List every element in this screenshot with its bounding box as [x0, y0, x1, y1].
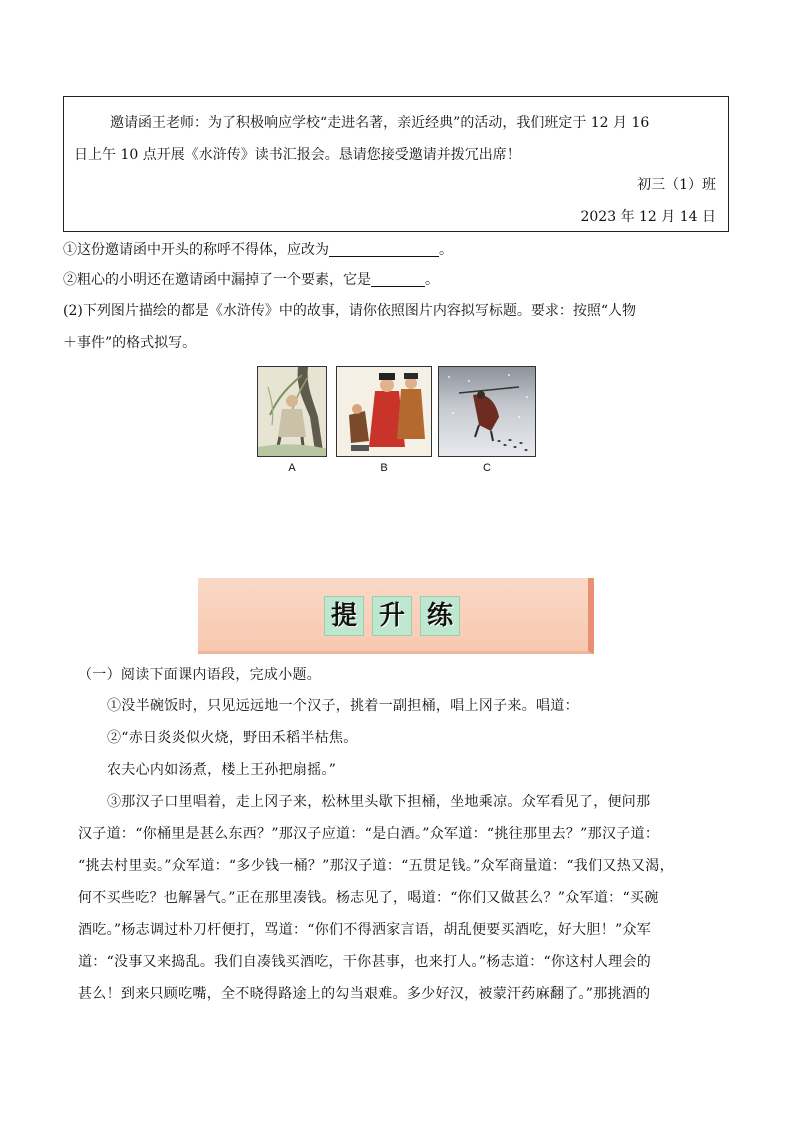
paragraph-line-5: 汉子道：“你桶里是甚么东西？”那汉子应道：“是白酒。”众军道：“挑往那里去？”那汉子道： [78, 826, 660, 842]
paragraph-line-7: 何不买些吃？也解暑气。”正在那里凑钱。杨志见了，喝道：“你们又做甚么？”众军道：“买碗 [78, 890, 659, 906]
paragraph-line-8: 酒吃。”杨志调过朴刀杆便打，骂道：“你们不得洒家言语，胡乱便要买酒吃，好大胆！”众军 [78, 922, 652, 938]
answer-blank-2[interactable] [371, 270, 425, 287]
banner-char-2: 升 [372, 596, 412, 636]
paragraph-line-9: 道：“没事又来捣乱。我们自凑钱买酒吃，干你甚事，也来打人。”杨志道：“你这村人理会的 [78, 954, 652, 970]
question-2-line-2: ＋事件”的格式拟写。 [63, 335, 197, 351]
question-2-line-1: (2)下列图片描绘的都是《水浒传》中的故事，请你依照图片内容拟写标题。要求：按照“人物 [63, 303, 636, 319]
banner-char-1: 提 [324, 596, 364, 636]
question-1-item-1 [63, 236, 453, 264]
paragraph-line-6: “挑去村里卖。”众军道：“多少钱一桶？”那汉子道：“五贯足钱。”众军商量道：“我们又热又渴， [78, 858, 674, 874]
picture-caption-a: A [288, 462, 296, 474]
invitation-date: 2023 年 12 月 14 日 [580, 209, 716, 225]
question-1-item-2-text: ②粗心的小明还在邀请函中漏掉了一个要素，它是 [63, 272, 371, 288]
question-1-item-2-end: 。 [425, 272, 439, 288]
willow-man-illustration [257, 366, 327, 457]
paragraph-line-1: ①没半碗饭时，只见远远地一个汉子，挑着一副担桶，唱上冈子来。唱道： [107, 698, 579, 714]
picture-caption-c: C [483, 462, 491, 474]
section-banner [198, 578, 594, 654]
banner-char-3: 练 [420, 596, 460, 636]
paragraph-line-3: 农夫心内如汤煮，楼上王孙把扇摇。” [107, 762, 337, 778]
answer-blank-1[interactable] [329, 240, 439, 257]
section-heading: （一）阅读下面课内语段，完成小题。 [78, 667, 322, 683]
question-1-item-2 [63, 266, 439, 294]
snow-traveler-illustration [438, 366, 536, 457]
paragraph-line-10: 甚么！到来只顾吃嘴，全不晓得路途上的勾当艰难。多少好汉，被蒙汗药麻翻了。”那挑酒的 [78, 986, 651, 1002]
invitation-line-2: 日上午 10 点开展《水浒传》读书汇报会。恳请您接受邀请并拨冗出席！ [74, 147, 521, 163]
invitation-class: 初三（1）班 [637, 177, 716, 193]
invitation-line-1: 邀请函王老师：为了积极响应学校“走进名著，亲近经典”的活动，我们班定于 12 月 16 [110, 115, 650, 131]
officials-illustration [336, 366, 432, 457]
question-1-item-1-text: ①这份邀请函中开头的称呼不得体，应改为 [63, 242, 329, 258]
paragraph-line-4: ③那汉子口里唱着，走上冈子来，松林里头歇下担桶，坐地乘凉。众军看见了，便问那 [107, 794, 651, 810]
picture-caption-b: B [380, 462, 388, 474]
invitation-box [63, 96, 729, 232]
paragraph-line-2: ②“赤日炎炎似火烧，野田禾稻半枯焦。 [107, 730, 358, 746]
question-1-item-1-end: 。 [439, 242, 453, 258]
